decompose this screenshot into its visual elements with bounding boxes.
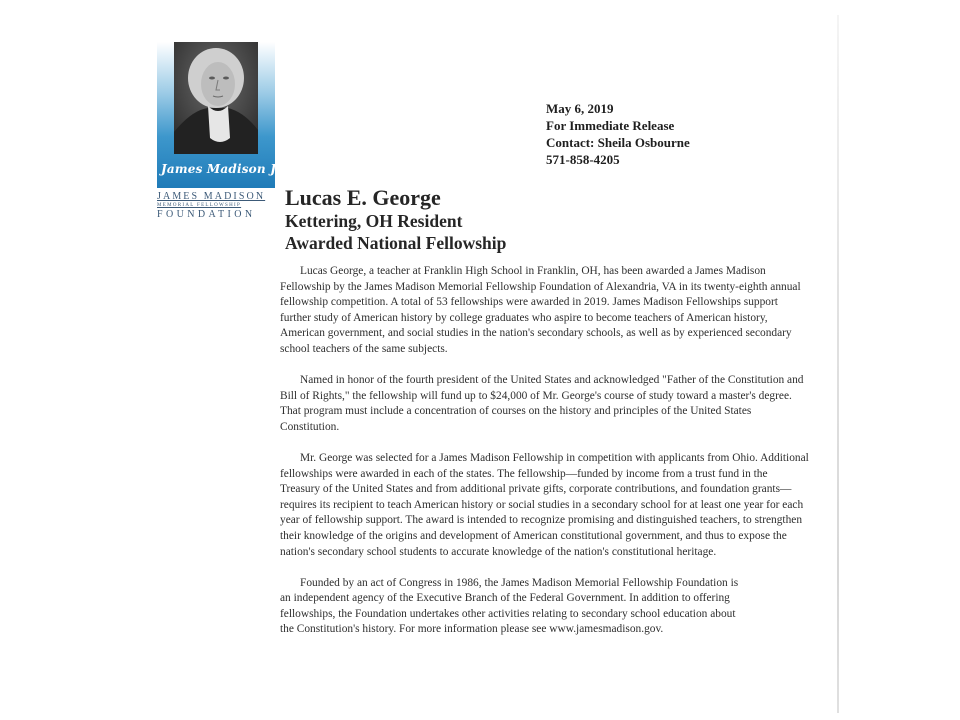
logo-wordmark-line3: FOUNDATION xyxy=(157,209,256,220)
body-paragraph: Named in honor of the fourth president of the United States and acknowledged "Father of the Constitution and Bill of Rights," the fellowship will fund up to $24,000 of Mr. George's course of study toward a master's degree. That program must include a concentration of courses on the history and principles of the United States Constitution. xyxy=(280,374,804,433)
logo-wordmark xyxy=(157,191,275,220)
release-date: May 6, 2019 xyxy=(546,101,614,116)
release-body xyxy=(280,264,810,653)
body-paragraph: Lucas George, a teacher at Franklin High School in Franklin, OH, has been awarded a James Madison Fellowship by the James Madison Memorial Fellowship Foundation of Alexandria, VA in its twenty-eighth annual fellowship competition. A total of 53 fellowships were awarded in 2019. James Madison Fellowships support further study of American history by college graduates who aspire to become teachers of American history, American government, and social studies in the nation's secondary schools, as well as by experienced secondary school teachers of the same subjects. xyxy=(280,265,801,355)
release-phone: 571-858-4205 xyxy=(546,152,620,167)
body-paragraph: Founded by an act of Congress in 1986, the James Madison Memorial Fellowship Foundation is an independent agency of the Executive Branch of the Federal Government. In addition to offering fellowships, the Foundation undertakes other activities relating to secondary school education about the Constitution's history. For more information please see www.jamesmadison.gov. xyxy=(280,576,739,636)
madison-signature: James Madison Jr. xyxy=(161,162,286,176)
release-contact: Contact: Sheila Osbourne xyxy=(546,135,690,150)
body-paragraph: Mr. George was selected for a James Madison Fellowship in competition with applicants from Ohio. Additional fellowships were awarded in each of the states. The fellowship—funded by income from a trust fund in the Treasury of the United States and from additional private gifts, corporate contributions, and foundation grants—requires its recipient to teach American history or social studies in a secondary school for at least one year for each year of fellowship support. The award is intended to recognize promising and distinguished teachers, to strengthen their knowledge of the origins and development of American constitutional government, and thus to expose the nation's secondary school students to accurate knowledge of the nation's constitutional heritage. xyxy=(280,451,809,558)
release-info xyxy=(546,100,690,168)
headline-name: Lucas E. George xyxy=(285,185,441,210)
madison-portrait-image xyxy=(174,42,258,154)
logo-wordmark-line2: MEMORIAL FELLOWSHIP xyxy=(157,203,242,208)
headline-award: Awarded National Fellowship xyxy=(285,233,507,253)
release-type: For Immediate Release xyxy=(546,118,675,133)
portrait-illustration xyxy=(174,42,258,154)
headline xyxy=(285,186,506,254)
foundation-logo xyxy=(157,42,286,220)
logo-portrait-panel xyxy=(157,42,286,188)
logo-wordmark-line1: JAMES MADISON xyxy=(157,191,266,202)
page-edge-shadow xyxy=(837,15,839,713)
headline-location: Kettering, OH Resident xyxy=(285,211,463,231)
